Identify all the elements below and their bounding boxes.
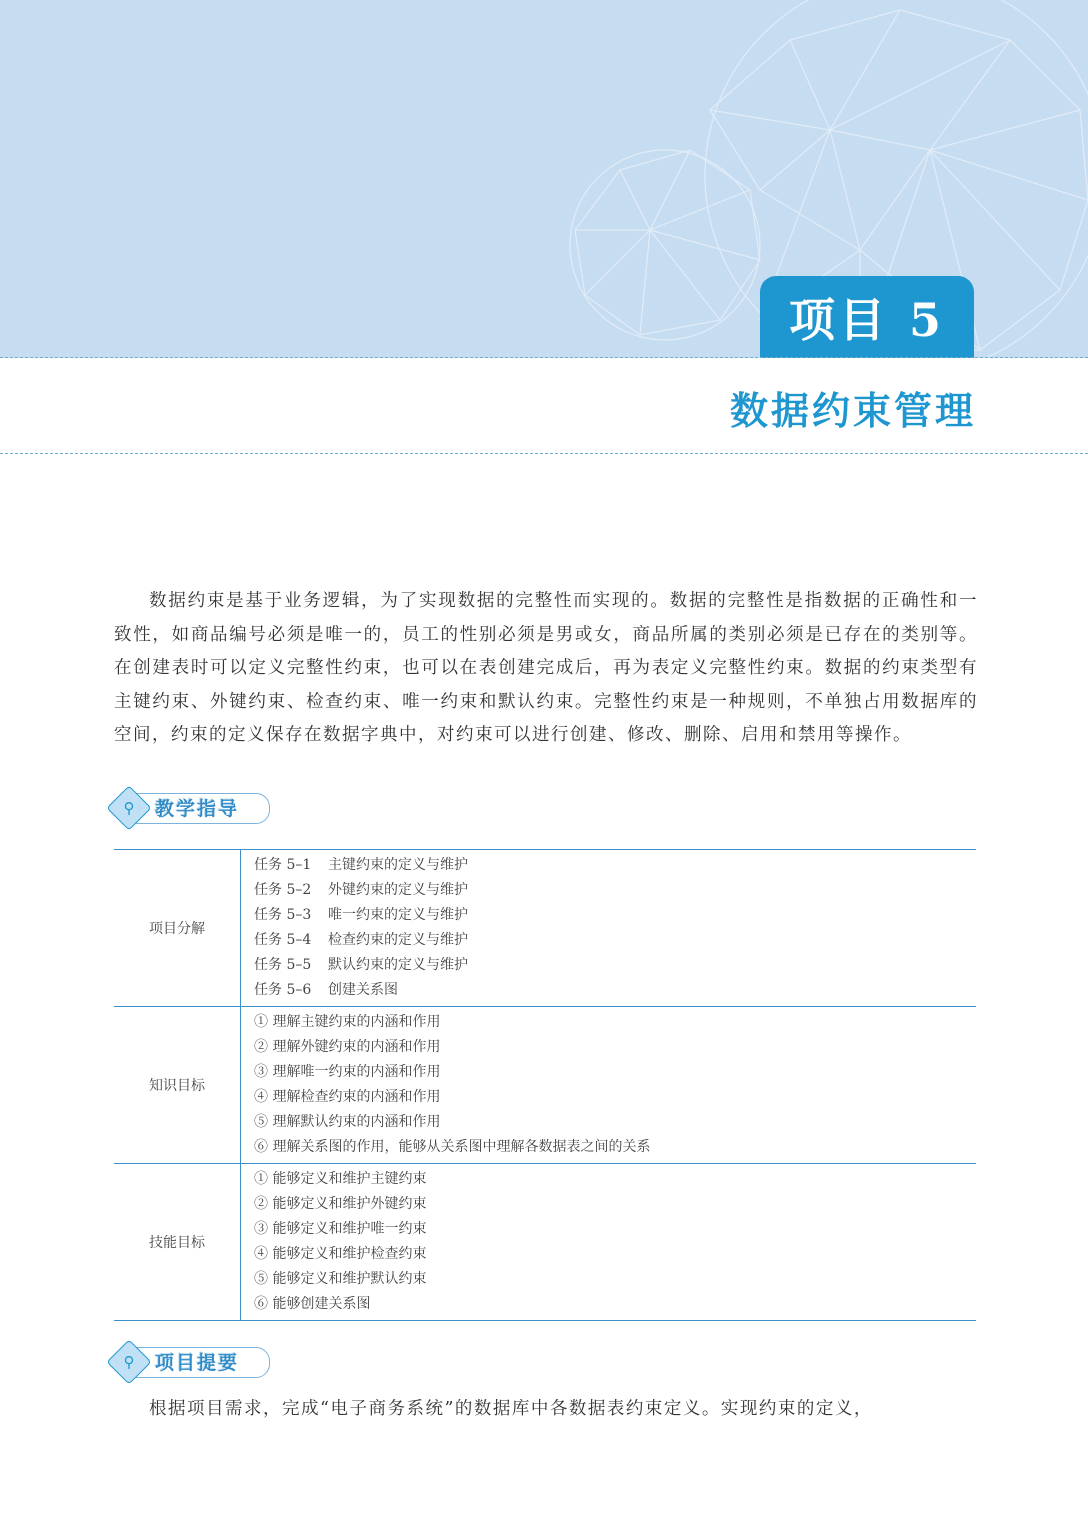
list-item: ⑤ 理解默认约束的内涵和作用 [254,1114,441,1130]
list-item: ④ 理解检查约束的内涵和作用 [254,1089,441,1105]
row-items [241,850,977,1007]
row-category: 项目分解 [114,850,241,1007]
row-items [241,1007,977,1164]
list-item: ③ 能够定义和维护唯一约束 [254,1221,427,1237]
task-number: 任务 5–5 [254,957,312,973]
list-item: ① 理解主键约束的内涵和作用 [254,1014,441,1030]
task-text: 创建关系图 [328,982,398,998]
task-number: 任务 5–2 [254,882,312,898]
list-item: ③ 理解唯一约束的内涵和作用 [254,1064,441,1080]
task-text: 外键约束的定义与维护 [328,882,468,898]
list-item: ② 理解外键约束的内涵和作用 [254,1039,441,1055]
intro-paragraph: 数据约束是基于业务逻辑，为了实现数据的完整性而实现的。数据的完整性是指数据的正确性和一致性，如商品编号必须是唯一的，员工的性别必须是男或女，商品所属的类别必须是已存在的类别等。在创建表时可以定义完整性约束，也可以在表创建完成后，再为表定义完整性约束。数据的约束类型有主键约束、外键约束、检查约束、唯一约束和默认约束。完整性约束是一种规则，不单独占用数据库的空间，约束的定义保存在数据字典中，对约束可以进行创建、修改、删除、启用和禁用等操作。 [114,591,978,745]
list-item [254,928,976,953]
table-row [114,1164,976,1321]
list-item: ⑥ 理解关系图的作用，能够从关系图中理解各数据表之间的关系 [254,1139,651,1155]
magnifier-icon: ⚲ [123,1353,135,1371]
list-item: ① 能够定义和维护主键约束 [254,1171,427,1187]
list-item [254,978,976,1003]
list-item [254,953,976,978]
table-row [114,1007,976,1164]
section-heading-label: 项目提要 [155,1352,240,1374]
task-text: 默认约束的定义与维护 [328,957,468,973]
list-item: ⑤ 能够定义和维护默认约束 [254,1271,427,1287]
list-item: ⑥ 能够创建关系图 [254,1296,371,1312]
section-heading-teaching [113,790,271,826]
task-text: 唯一约束的定义与维护 [328,907,468,923]
list-item [254,903,976,928]
section-heading-summary [113,1344,271,1380]
summary-paragraph: 根据项目需求，完成“电子商务系统”的数据库中各数据表约束定义。实现约束的定义， [149,1399,873,1419]
divider-bottom [0,453,1088,454]
row-category: 技能目标 [114,1164,241,1321]
task-number: 任务 5–1 [254,857,312,873]
task-number: 任务 5–4 [254,932,312,948]
task-number: 任务 5–6 [254,982,312,998]
list-item [254,878,976,903]
teaching-guide-table [114,849,976,1321]
row-category: 知识目标 [114,1007,241,1164]
divider-top [0,357,1088,358]
table-row [114,850,976,1007]
list-item: ④ 能够定义和维护检查约束 [254,1246,427,1262]
list-item: ② 能够定义和维护外键约束 [254,1196,427,1212]
chapter-title: 数据约束管理 [729,389,976,433]
task-number: 任务 5–3 [254,907,312,923]
magnifier-icon: ⚲ [123,799,135,817]
list-item [254,853,976,878]
project-number-tab: 项目 5 [760,276,974,358]
task-text: 检查约束的定义与维护 [328,932,468,948]
task-text: 主键约束的定义与维护 [328,857,468,873]
section-heading-label: 教学指导 [155,798,240,820]
row-items [241,1164,977,1321]
